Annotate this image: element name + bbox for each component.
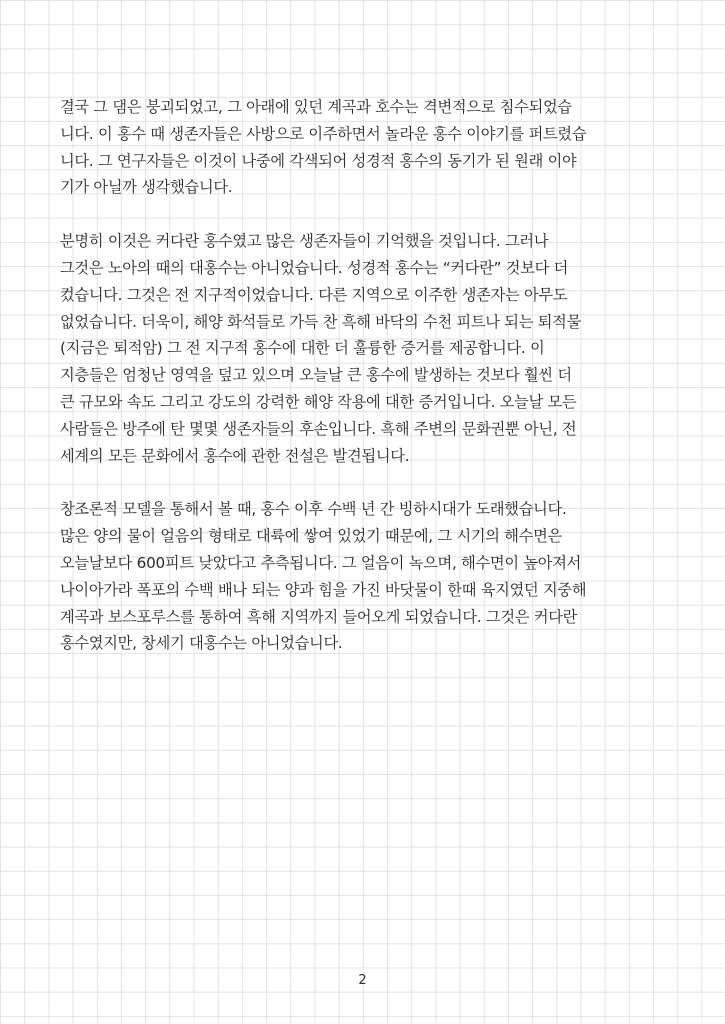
text-line: 니다. 이 홍수 때 생존자들은 사방으로 이주하면서 놀라운 홍수 이야기를 퍼트렸습 bbox=[60, 124, 587, 143]
text-line: (지금은 퇴적암) 그 전 지구적 홍수에 대한 더 훌륭한 증거를 제공합니다. 이 bbox=[60, 339, 545, 358]
page-number: 2 bbox=[358, 973, 367, 988]
text-line: 세계의 모든 문화에서 홍수에 관한 전설은 발견됩니다. bbox=[60, 446, 410, 465]
body-text bbox=[60, 94, 675, 684]
text-line: 나이아가라 폭포의 수백 배나 되는 양과 힘을 가진 바닷물이 한때 육지였던 지중해 bbox=[60, 580, 587, 599]
text-line: 홍수였지만, 창세기 대홍수는 아니었습니다. bbox=[60, 634, 343, 653]
text-line: 계곡과 보스포루스를 통하여 흑해 지역까지 들어오게 되었습니다. 그것은 커다란 bbox=[60, 607, 578, 626]
text-line: 많은 양의 물이 얼음의 형태로 대륙에 쌓여 있었기 때문에, 그 시기의 해수면은 bbox=[60, 527, 562, 546]
text-line: 그것은 노아의 때의 대홍수는 아니었습니다. 성경적 홍수는 “커다란” 것보다 더 bbox=[60, 258, 569, 277]
text-line: 기가 아닐까 생각했습니다. bbox=[60, 178, 233, 197]
text-line: 오늘날보다 600피트 낮았다고 추측됩니다. 그 얼음이 녹으며, 해수면이 높아져서 bbox=[60, 553, 582, 572]
text-line: 니다. 그 연구자들은 이것이 나중에 각색되어 성경적 홍수의 동기가 된 원래 이야 bbox=[60, 151, 577, 170]
text-line: 컸습니다. 그것은 전 지구적이었습니다. 다른 지역으로 이주한 생존자는 아무도 bbox=[60, 285, 568, 304]
text-line: 없었습니다. 더욱이, 해양 화석들로 가득 찬 흑해 바닥의 수천 피트나 되는 퇴적물 bbox=[60, 312, 581, 331]
text-line: 창조론적 모델을 통해서 볼 때, 홍수 이후 수백 년 간 빙하시대가 도래했습니다. bbox=[60, 500, 567, 519]
paragraph-global-flood bbox=[60, 228, 675, 469]
paragraph-dam-collapse bbox=[60, 94, 675, 201]
text-line: 결국 그 댐은 붕괴되었고, 그 아래에 있던 계곡과 호수는 격변적으로 침수되었습 bbox=[60, 98, 572, 116]
text-line: 분명히 이것은 커다란 홍수였고 많은 생존자들이 기억했을 것입니다. 그러나 bbox=[60, 232, 549, 251]
text-line: 큰 규모와 속도 그리고 강도의 강력한 해양 작용에 대한 증거입니다. 오늘날 모든 bbox=[60, 392, 577, 411]
paragraph-ice-age bbox=[60, 496, 675, 657]
text-line: 지층들은 엄청난 영역을 덮고 있으며 오늘날 큰 홍수에 발생하는 것보다 훨씬 더 bbox=[60, 366, 572, 385]
text-line: 사람들은 방주에 탄 몇몇 생존자들의 후손입니다. 흑해 주변의 문화권뿐 아닌, 전 bbox=[60, 419, 577, 438]
